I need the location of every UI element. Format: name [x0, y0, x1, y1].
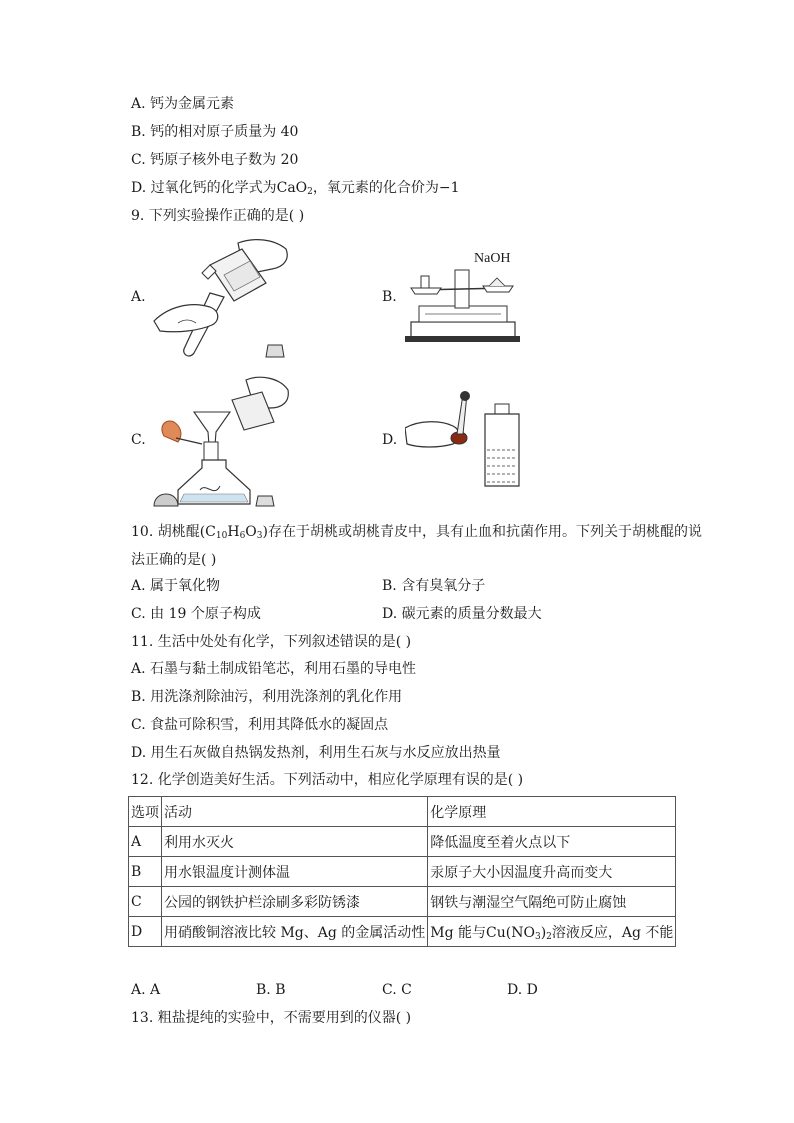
- q8-option-a: A. 钙为金属元素: [131, 96, 235, 112]
- table-header-row: [129, 797, 676, 827]
- q9-label-d: D.: [382, 432, 398, 448]
- q12-answer-c: C. C: [382, 982, 412, 998]
- q10-stem-line2: 法正确的是( ): [131, 552, 217, 568]
- q11-option-c: C. 食盐可除积雪，利用其降低水的凝固点: [131, 717, 389, 733]
- table-row: D 用硝酸铜溶液比较 Mg、Ag 的金属活动性 Mg 能与$Cu(NO_3)_2$溶液反应，Ag 不能: [129, 917, 676, 947]
- q8-option-b: B. 钙的相对原子质量为 40: [131, 124, 299, 140]
- q12-answer-a: A. A: [131, 982, 161, 998]
- q9-label-b: B.: [382, 289, 397, 305]
- q9-label-c: C.: [131, 432, 146, 448]
- header-option: 选项: [129, 797, 162, 827]
- q9-label-a: A.: [131, 289, 146, 305]
- pouring-liquid-illustration: [150, 235, 300, 360]
- q12-answer-b: B. B: [256, 982, 286, 998]
- q9-stem: 9. 下列实验操作正确的是( ): [131, 208, 305, 224]
- q12-table: [128, 796, 676, 947]
- q10-option-b: B. 含有臭氧分子: [382, 578, 486, 594]
- q11-stem: 11. 生活中处处有化学，下列叙述错误的是( ): [131, 634, 412, 650]
- q8-option-c: C. 钙原子核外电子数为 20: [131, 152, 299, 168]
- q8-option-d: D. 过氧化钙的化学式为CaO$_2$，氧元素的化合价为−1: [131, 180, 460, 197]
- q12-stem: 12. 化学创造美好生活。下列活动中，相应化学原理有误的是( ): [131, 772, 524, 788]
- q13-stem: 13. 粗盐提纯的实验中，不需要用到的仪器( ): [131, 1010, 412, 1026]
- q10-option-c: C. 由 19 个原子构成: [131, 606, 261, 622]
- q12-answer-d: D. D: [507, 982, 538, 998]
- q11-option-d: D. 用生石灰做自热锅发热剂，利用生石灰与水反应放出热量: [131, 745, 501, 761]
- table-row: A 利用水灭火 降低温度至着火点以下: [129, 827, 676, 857]
- header-principle: 化学原理: [428, 797, 676, 827]
- q10-option-d: D. 碳元素的质量分数最大: [382, 606, 542, 622]
- naoh-label: NaOH: [474, 251, 511, 266]
- dropper-illustration: [405, 390, 525, 490]
- q10-stem: 10. 胡桃醌$(C_{10}H_6O_3)$存在于胡桃或胡桃青皮中，具有止血和抗菌作用。下列关于胡桃醌的说: [131, 524, 702, 541]
- table-row: C 公园的钢铁护栏涂刷多彩防锈漆 钢铁与潮湿空气隔绝可防止腐蚀: [129, 887, 676, 917]
- q10-option-a: A. 属于氧化物: [131, 578, 221, 594]
- header-activity: 活动: [162, 797, 428, 827]
- filtration-illustration: [150, 372, 300, 512]
- table-row: B 用水银温度计测体温 汞原子大小因温度升高而变大: [129, 857, 676, 887]
- q11-option-a: A. 石墨与黏土制成铅笔芯，利用石墨的导电性: [131, 661, 417, 677]
- q11-option-b: B. 用洗涤剂除油污，利用洗涤剂的乳化作用: [131, 689, 403, 705]
